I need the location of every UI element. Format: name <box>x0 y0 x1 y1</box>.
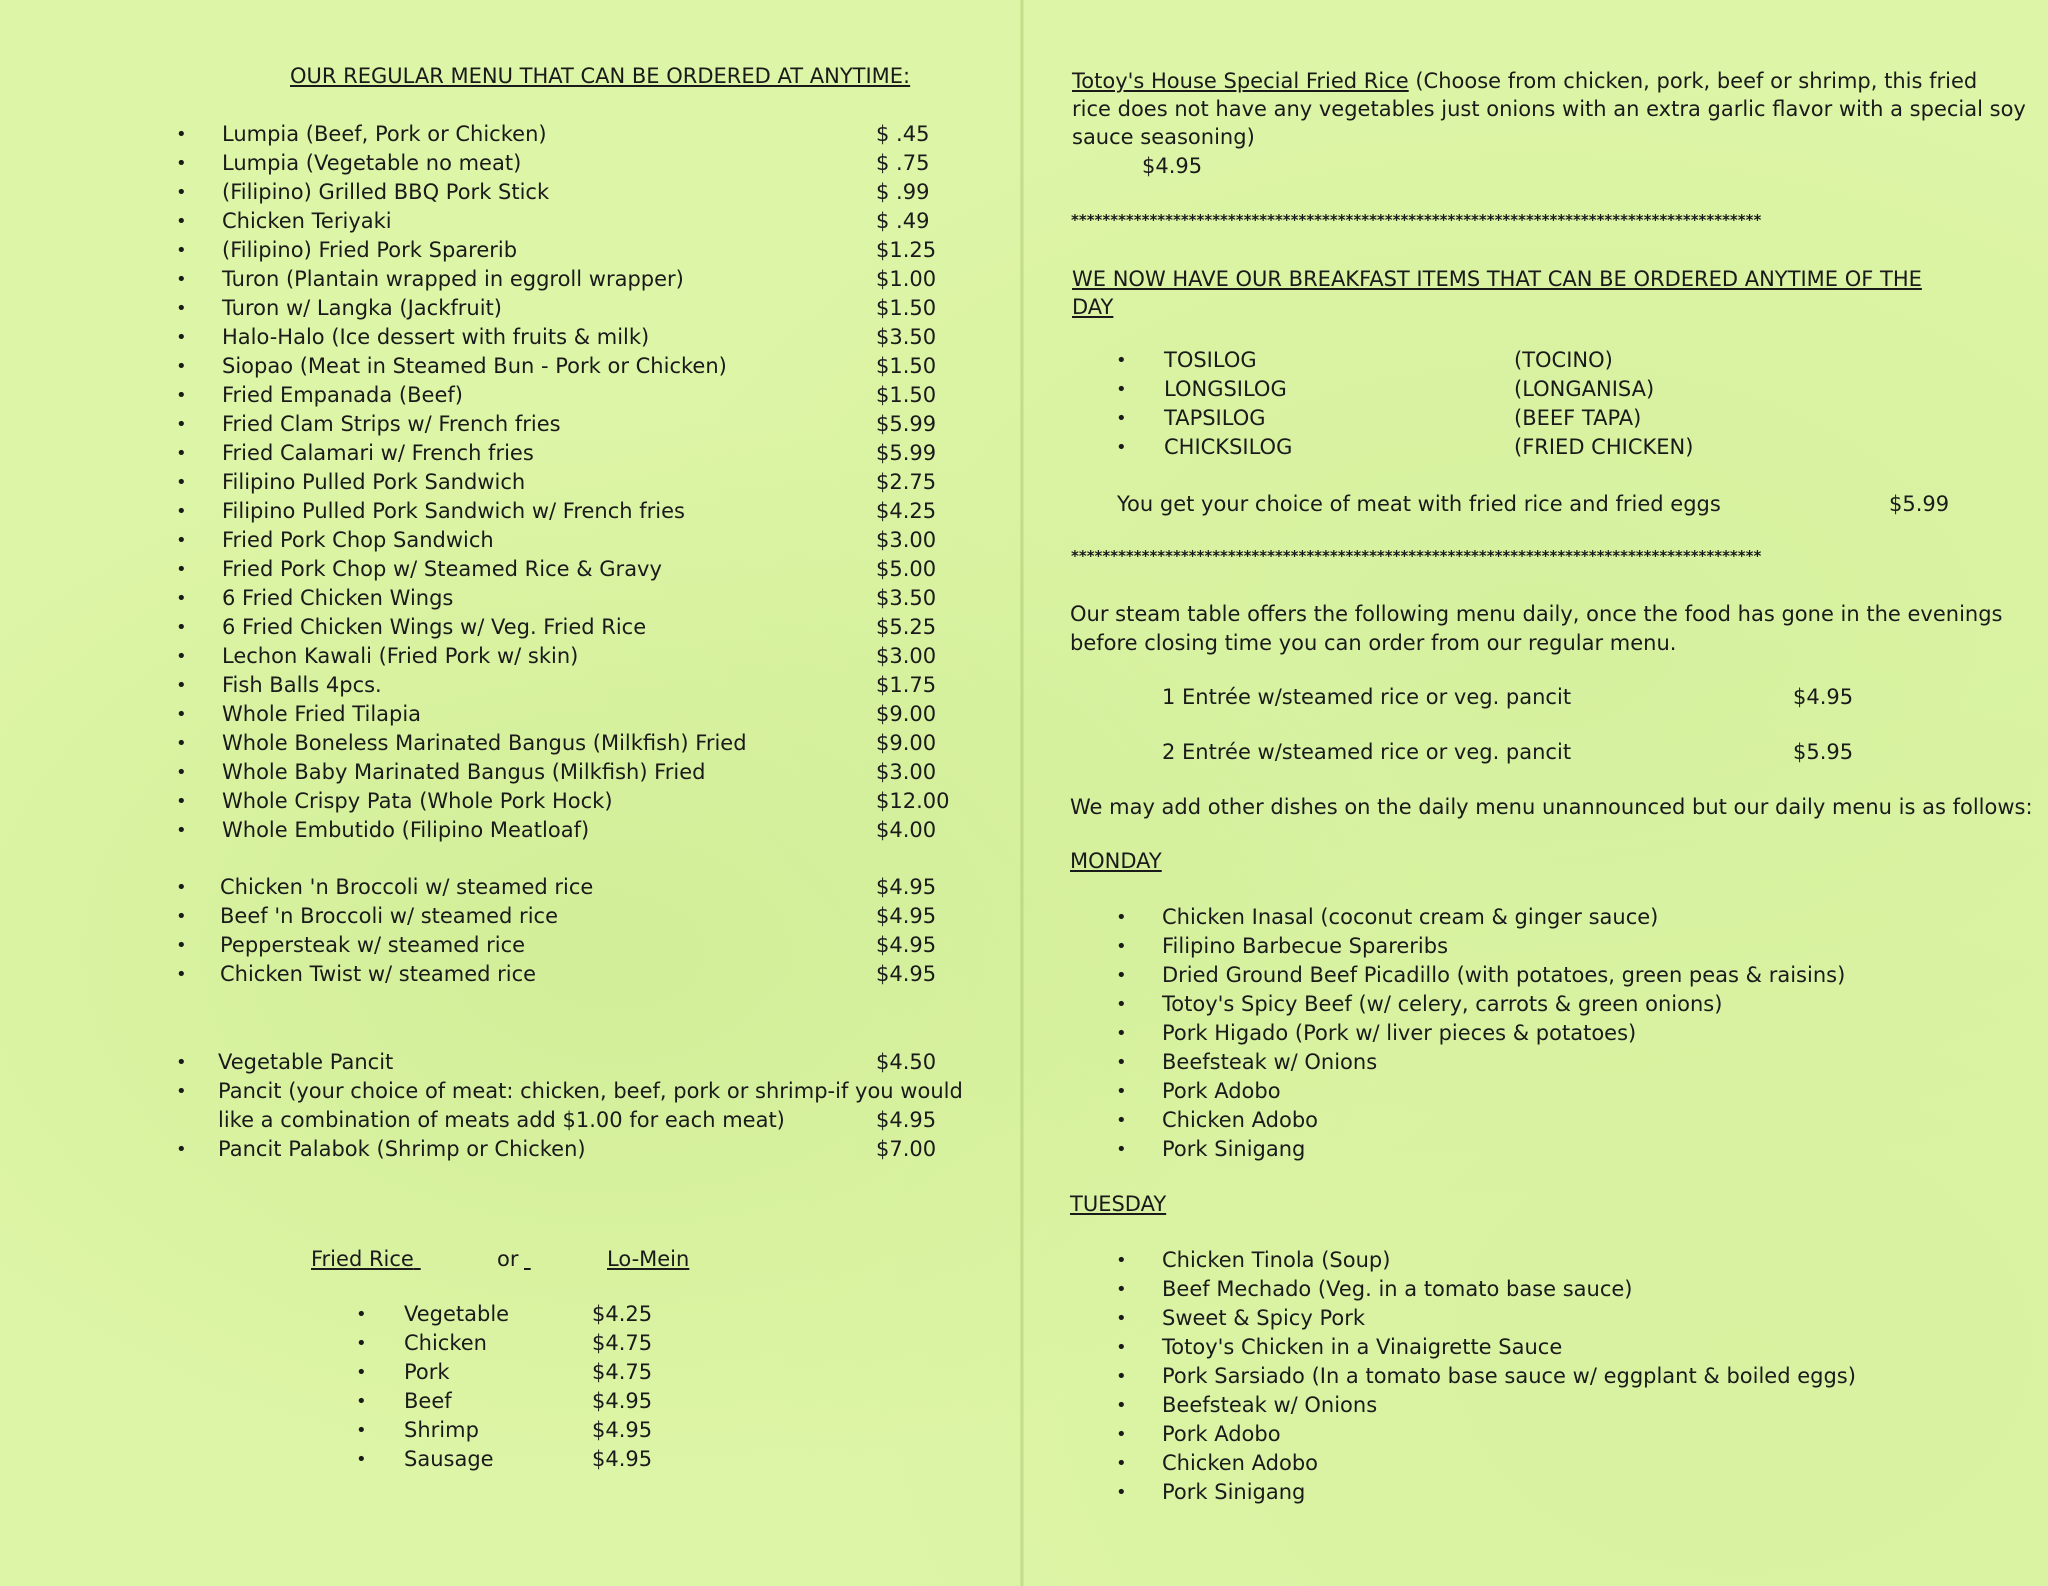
bullet-icon: • <box>1116 1424 1127 1445</box>
item-price: $4.95 <box>592 1447 653 1471</box>
bullet-icon: • <box>1116 1081 1127 1102</box>
item-price: $4.95 <box>592 1418 653 1442</box>
bullet-icon: • <box>176 472 187 493</box>
item-name: Whole Crispy Pata (Whole Pork Hock) <box>222 789 613 813</box>
item-name: Sweet & Spicy Pork <box>1162 1306 1366 1330</box>
item-price: $9.00 <box>876 731 937 755</box>
bullet-icon: • <box>176 327 187 348</box>
bullet-icon: • <box>356 1362 367 1383</box>
item-name: like a combination of meats add $1.00 for each meat) <box>218 1108 785 1132</box>
bullet-icon: • <box>1116 1395 1127 1416</box>
breakfast-heading-1: WE NOW HAVE OUR BREAKFAST ITEMS THAT CAN BE ORDERED ANYTIME OF THE <box>1072 267 1922 291</box>
item-price: $ .49 <box>876 209 930 233</box>
item-price: $1.50 <box>876 296 937 320</box>
item-name: Pancit Palabok (Shrimp or Chicken) <box>218 1137 586 1161</box>
item-name: Filipino Pulled Pork Sandwich w/ French fries <box>222 499 685 523</box>
bullet-icon: • <box>1116 1337 1127 1358</box>
item-name: Whole Embutido (Filipino Meatloaf) <box>222 818 590 842</box>
item-price: $4.75 <box>592 1360 653 1384</box>
bullet-icon: • <box>176 964 187 985</box>
item-price: $4.95 <box>592 1389 653 1413</box>
bullet-icon: • <box>176 1139 187 1160</box>
item-name: Chicken Tinola (Soup) <box>1162 1248 1391 1272</box>
item-name: Vegetable <box>404 1302 510 1326</box>
item-name: (Filipino) Fried Pork Sparerib <box>222 238 518 262</box>
bullet-icon: • <box>176 617 187 638</box>
item-name: Turon w/ Langka (Jackfruit) <box>222 296 502 320</box>
lo-mein-heading: Lo-Mein <box>607 1247 690 1271</box>
item-price: $3.50 <box>876 325 937 349</box>
item-price: $1.25 <box>876 238 937 262</box>
bullet-icon: • <box>176 356 187 377</box>
special-desc-2: rice does not have any vegetables just onions with an extra garlic flavor with a special soy <box>1072 97 2026 121</box>
item-price: $2.75 <box>876 470 937 494</box>
item-desc: (FRIED CHICKEN) <box>1514 435 1694 459</box>
item-name: Chicken Adobo <box>1162 1451 1319 1475</box>
item-price: $4.95 <box>876 904 937 928</box>
item-name: Vegetable Pancit <box>218 1050 394 1074</box>
bullet-icon: • <box>1116 1482 1127 1503</box>
special-price: $4.95 <box>1142 154 1203 178</box>
item-name: Whole Baby Marinated Bangus (Milkfish) Fried <box>222 760 706 784</box>
bullet-icon: • <box>176 1081 187 1102</box>
item-name: Pork Adobo <box>1162 1422 1281 1446</box>
bullet-icon: • <box>176 443 187 464</box>
or-label: or <box>497 1247 519 1271</box>
item-price: $ .45 <box>876 122 930 146</box>
divider-stars: **************************************************************************************** <box>1071 211 1762 229</box>
bullet-icon: • <box>1116 350 1127 371</box>
item-price: $4.25 <box>876 499 937 523</box>
item-name: Chicken Inasal (coconut cream & ginger sauce) <box>1162 905 1659 929</box>
item-name: 6 Fried Chicken Wings <box>222 586 454 610</box>
bullet-icon: • <box>176 762 187 783</box>
item-price: $3.50 <box>876 586 937 610</box>
item-price: $3.00 <box>876 644 937 668</box>
item-price: $1.50 <box>876 383 937 407</box>
item-name: Chicken Twist w/ steamed rice <box>220 962 537 986</box>
item-desc: (LONGANISA) <box>1514 377 1655 401</box>
item-name: TOSILOG <box>1164 348 1257 372</box>
bullet-icon: • <box>1116 1453 1127 1474</box>
item-name: Fried Calamari w/ French fries <box>222 441 534 465</box>
bullet-icon: • <box>176 906 187 927</box>
fried-rice-heading: Fried Rice <box>311 1247 414 1271</box>
item-name: Turon (Plantain wrapped in eggroll wrapper) <box>222 267 684 291</box>
bullet-icon: • <box>1116 936 1127 957</box>
divider-stars: **************************************************************************************** <box>1071 547 1762 565</box>
bullet-icon: • <box>176 530 187 551</box>
bullet-icon: • <box>176 298 187 319</box>
bullet-icon: • <box>1116 1110 1127 1131</box>
item-name: Fried Clam Strips w/ French fries <box>222 412 561 436</box>
item-price: $4.00 <box>876 818 937 842</box>
item-name: Siopao (Meat in Steamed Bun - Pork or Chicken) <box>222 354 727 378</box>
item-price: $4.25 <box>592 1302 653 1326</box>
item-name: CHICKSILOG <box>1164 435 1293 459</box>
item-name: Filipino Pulled Pork Sandwich <box>222 470 526 494</box>
heading-spacer-1 <box>414 1245 484 1274</box>
bullet-icon: • <box>176 791 187 812</box>
bullet-icon: • <box>176 385 187 406</box>
bullet-icon: • <box>176 646 187 667</box>
breakfast-price: $5.99 <box>1889 492 1950 516</box>
item-name: LONGSILOG <box>1164 377 1287 401</box>
regular-menu-heading: OUR REGULAR MENU THAT CAN BE ORDERED AT ANYTIME: <box>290 64 911 88</box>
item-price: $5.25 <box>876 615 937 639</box>
bullet-icon: • <box>176 733 187 754</box>
item-name: Chicken 'n Broccoli w/ steamed rice <box>220 875 594 899</box>
bullet-icon: • <box>1116 379 1127 400</box>
bullet-icon: • <box>356 1391 367 1412</box>
item-name: Pancit (your choice of meat: chicken, beef, pork or shrimp-if you would <box>218 1079 963 1103</box>
bullet-icon: • <box>176 124 187 145</box>
item-name: Filipino Barbecue Spareribs <box>1162 934 1449 958</box>
entree-2-price: $5.95 <box>1793 740 1854 764</box>
item-name: Halo-Halo (Ice dessert with fruits & milk) <box>222 325 650 349</box>
bullet-icon: • <box>176 211 187 232</box>
bullet-icon: • <box>176 559 187 580</box>
item-price: $5.00 <box>876 557 937 581</box>
bullet-icon: • <box>176 877 187 898</box>
item-name: Totoy's Spicy Beef (w/ celery, carrots & green onions) <box>1162 992 1723 1016</box>
special-desc-3: sauce seasoning) <box>1072 125 1255 149</box>
item-name: Chicken Teriyaki <box>222 209 392 233</box>
bullet-icon: • <box>176 588 187 609</box>
steam-table-line-2: before closing time you can order from our regular menu. <box>1070 631 1677 655</box>
bullet-icon: • <box>1116 965 1127 986</box>
item-name: TAPSILOG <box>1164 406 1266 430</box>
item-name: Whole Fried Tilapia <box>222 702 422 726</box>
bullet-icon: • <box>176 935 187 956</box>
item-name: Fried Empanada (Beef) <box>222 383 463 407</box>
bullet-icon: • <box>1116 1023 1127 1044</box>
special-title: Totoy's House Special Fried Rice <box>1072 69 1409 93</box>
entree-2: 2 Entrée w/steamed rice or veg. pancit <box>1162 740 1572 764</box>
tuesday-label: TUESDAY <box>1070 1192 1167 1216</box>
bullet-icon: • <box>176 414 187 435</box>
item-name: Pork Sinigang <box>1162 1480 1306 1504</box>
bullet-icon: • <box>356 1420 367 1441</box>
bullet-icon: • <box>176 153 187 174</box>
item-name: Beef <box>404 1389 452 1413</box>
bullet-icon: • <box>176 820 187 841</box>
item-name: Beefsteak w/ Onions <box>1162 1393 1378 1417</box>
breakfast-note: You get your choice of meat with fried rice and fried eggs <box>1117 492 1721 516</box>
item-price: $4.75 <box>592 1331 653 1355</box>
special-desc-1: (Choose from chicken, pork, beef or shrimp, this fried <box>1415 69 1978 93</box>
bullet-icon: • <box>176 182 187 203</box>
item-price: $4.95 <box>876 962 937 986</box>
steam-table-line-1: Our steam table offers the following menu daily, once the food has gone in the evenings <box>1070 602 2003 626</box>
item-name: Lumpia (Beef, Pork or Chicken) <box>222 122 547 146</box>
item-price: $1.00 <box>876 267 937 291</box>
bullet-icon: • <box>176 1052 187 1073</box>
item-name: (Filipino) Grilled BBQ Pork Stick <box>222 180 550 204</box>
item-price: $7.00 <box>876 1137 937 1161</box>
special-line-1 <box>1072 67 1977 96</box>
item-price: $3.00 <box>876 528 937 552</box>
bullet-icon: • <box>356 1449 367 1470</box>
bullet-icon: • <box>1116 1279 1127 1300</box>
bullet-icon: • <box>356 1333 367 1354</box>
item-name: Fried Pork Chop Sandwich <box>222 528 494 552</box>
item-price: $1.50 <box>876 354 937 378</box>
item-price: $12.00 <box>876 789 950 813</box>
daily-menu-note: We may add other dishes on the daily menu unannounced but our daily menu is as follows: <box>1070 795 2033 819</box>
item-name: Lechon Kawali (Fried Pork w/ skin) <box>222 644 579 668</box>
item-price: $4.95 <box>876 875 937 899</box>
item-name: Totoy's Chicken in a Vinaigrette Sauce <box>1162 1335 1563 1359</box>
item-name: Dried Ground Beef Picadillo (with potatoes, green peas & raisins) <box>1162 963 1846 987</box>
page-fold <box>1020 0 1024 1586</box>
item-name: Lumpia (Vegetable no meat) <box>222 151 522 175</box>
entree-1-price: $4.95 <box>1793 685 1854 709</box>
item-name: Chicken <box>404 1331 487 1355</box>
breakfast-heading-2: DAY <box>1072 295 1114 319</box>
item-name: Beef Mechado (Veg. in a tomato base sauce) <box>1162 1277 1633 1301</box>
item-name: Pork <box>404 1360 450 1384</box>
item-name: Peppersteak w/ steamed rice <box>220 933 526 957</box>
bullet-icon: • <box>356 1304 367 1325</box>
bullet-icon: • <box>176 675 187 696</box>
bullet-icon: • <box>1116 408 1127 429</box>
item-name: Sausage <box>404 1447 494 1471</box>
item-desc: (TOCINO) <box>1514 348 1613 372</box>
bullet-icon: • <box>1116 994 1127 1015</box>
item-price: $5.99 <box>876 441 937 465</box>
item-name: Shrimp <box>404 1418 479 1442</box>
bullet-icon: • <box>176 501 187 522</box>
monday-label: MONDAY <box>1070 849 1162 873</box>
item-price: $9.00 <box>876 702 937 726</box>
item-price: $4.95 <box>876 1108 937 1132</box>
item-desc: (BEEF TAPA) <box>1514 406 1642 430</box>
item-price: $4.50 <box>876 1050 937 1074</box>
item-name: 6 Fried Chicken Wings w/ Veg. Fried Rice <box>222 615 647 639</box>
bullet-icon: • <box>1116 437 1127 458</box>
item-price: $ .75 <box>876 151 930 175</box>
item-name: Beef 'n Broccoli w/ steamed rice <box>220 904 558 928</box>
item-price: $5.99 <box>876 412 937 436</box>
bullet-icon: • <box>176 269 187 290</box>
item-name: Fish Balls 4pcs. <box>222 673 382 697</box>
item-price: $4.95 <box>876 933 937 957</box>
item-name: Pork Higado (Pork w/ liver pieces & potatoes) <box>1162 1021 1637 1045</box>
bullet-icon: • <box>1116 1366 1127 1387</box>
item-name: Whole Boneless Marinated Bangus (Milkfish) Fried <box>222 731 747 755</box>
bullet-icon: • <box>1116 1250 1127 1271</box>
item-price: $1.75 <box>876 673 937 697</box>
item-name: Chicken Adobo <box>1162 1108 1319 1132</box>
item-name: Pork Sinigang <box>1162 1137 1306 1161</box>
bullet-icon: • <box>1116 907 1127 928</box>
item-name: Fried Pork Chop w/ Steamed Rice & Gravy <box>222 557 662 581</box>
entree-1: 1 Entrée w/steamed rice or veg. pancit <box>1162 685 1572 709</box>
bullet-icon: • <box>176 240 187 261</box>
item-name: Pork Sarsiado (In a tomato base sauce w/ eggplant & boiled eggs) <box>1162 1364 1856 1388</box>
item-price: $ .99 <box>876 180 930 204</box>
item-price: $3.00 <box>876 760 937 784</box>
bullet-icon: • <box>1116 1052 1127 1073</box>
bullet-icon: • <box>1116 1139 1127 1160</box>
bullet-icon: • <box>176 704 187 725</box>
item-name: Pork Adobo <box>1162 1079 1281 1103</box>
heading-spacer-2 <box>524 1245 604 1274</box>
left-page <box>0 0 1020 1586</box>
bullet-icon: • <box>1116 1308 1127 1329</box>
item-name: Beefsteak w/ Onions <box>1162 1050 1378 1074</box>
